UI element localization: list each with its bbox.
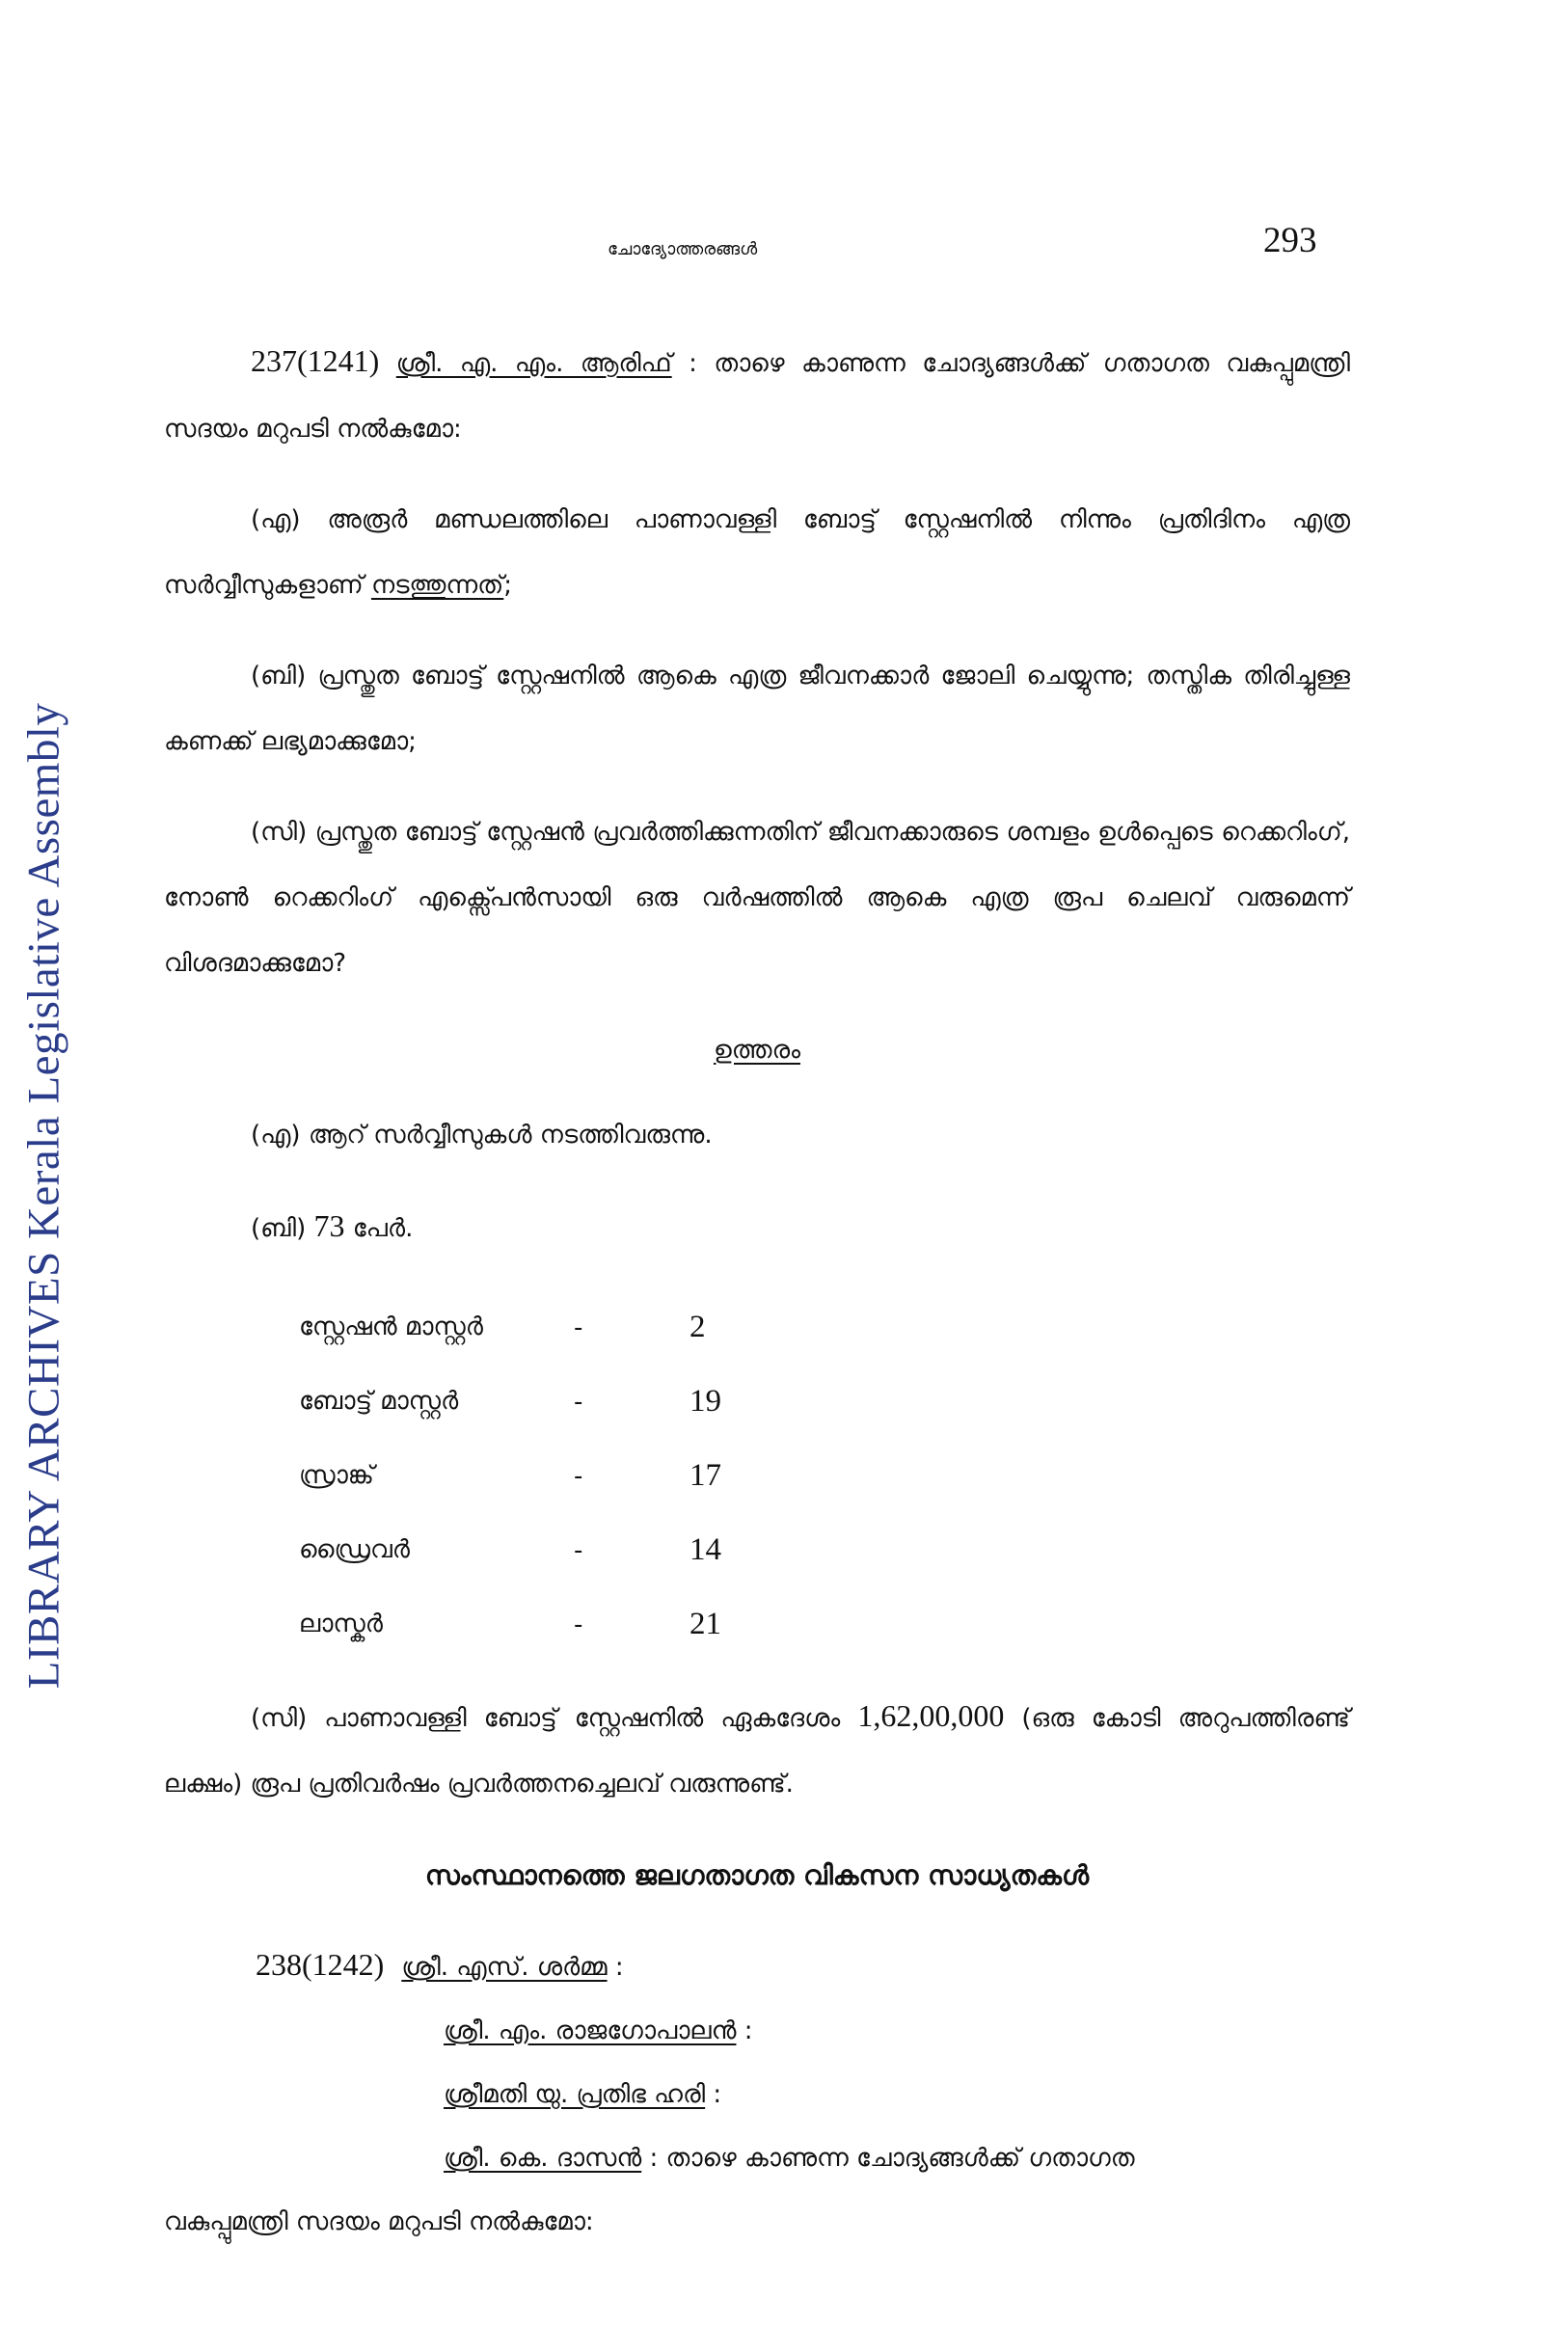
watermark-text: LIBRARY ARCHIVES Kerala Legislative Assembly [18, 702, 68, 1690]
member-name: ശ്രീ. എസ്. ശർമ്മ [401, 1953, 608, 1982]
staff-role: ഡ്രൈവർ [299, 1535, 410, 1564]
answer-b: (ബി) 73 പേർ. [251, 1208, 414, 1243]
page-number: 293 [1263, 221, 1317, 260]
answer-c: (സി) പാണാവള്ളി ബോട്ട് സ്റ്റേഷനിൽ ഏകദേശം 1,62,00,000 (ഒരു കോടി അറുപത്തിരണ്ട് ലക്ഷം) രൂപ പ്രതിവർഷം പ്രവർത്തനച്ചെലവ് വരുന്നുണ്ട്. [164, 1698, 1350, 1799]
member-name: ശ്രീ. എം. രാജഗോപാലൻ [444, 2016, 737, 2045]
staff-row: ബോട്ട് മാസ്റ്റർ - 19 [299, 1384, 721, 1419]
question-237-intro [164, 328, 1350, 462]
question-238-member: ശ്രീമതി യു. പ്രതിഭ ഹരി : [444, 2080, 722, 2109]
staff-role: സ്രാങ്ക് [299, 1461, 374, 1490]
staff-count: 19 [689, 1384, 721, 1419]
question-238-first-member: 238(1242) ശ്രീ. എസ്. ശർമ്മ : [256, 1947, 624, 1982]
question-238-member: ശ്രീ. എം. രാജഗോപാലൻ : [444, 2016, 753, 2045]
staff-row: സ്റ്റേഷൻ മാസ്റ്റർ - 2 [299, 1310, 706, 1344]
question-intro: : താഴെ കാണുന്ന ചോദ്യങ്ങൾക്ക് ഗതാഗത വകുപ്പുമന്ത്രി സദയം മറുപടി നൽകുമോ: [164, 349, 1351, 444]
running-title: ചോദ്യോത്തരങ്ങൾ [608, 239, 758, 259]
staff-role: ബോട്ട് മാസ്റ്റർ [299, 1387, 459, 1416]
member-name: ശ്രീ. കെ. ദാസൻ [444, 2144, 642, 2173]
library-watermark [0, 501, 87, 1890]
staff-row: സ്രാങ്ക് - 17 [299, 1458, 721, 1493]
question-238-intro-end: വകുപ്പുമന്ത്രി സദയം മറുപടി നൽകുമോ: [164, 2207, 594, 2236]
section-heading: സംസ്ഥാനത്തെ ജലഗതാഗത വികസന സാധ്യതകൾ [424, 1859, 1090, 1891]
staff-row: ലാസ്കർ - 21 [299, 1607, 721, 1641]
staff-role: ലാസ്കർ [299, 1610, 383, 1638]
answer-a: (എ) ആറ് സർവ്വീസുകൾ നടത്തിവരുന്നു. [251, 1121, 713, 1150]
answer-heading: ഉത്തരം [714, 1036, 800, 1065]
question-237-c: (സി) പ്രസ്തുത ബോട്ട് സ്റ്റേഷൻ പ്രവർത്തിക്കുന്നതിന് ജീവനക്കാരുടെ ശമ്പളം ഉൾപ്പെടെ റെക്കറിംഗ്, നോൺ റെക്കറിംഗ് എക്സ്പെൻസായി ഒരു വർഷത്തിൽ ആകെ എത്ര രൂപ ചെലവ് വരുമെന്ന് വിശദമാക്കുമോ? [164, 818, 1350, 978]
member-name: ശ്രീ. എ. എം. ആരിഫ് [395, 349, 672, 378]
page-header [0, 220, 1568, 278]
staff-count: 14 [689, 1532, 721, 1567]
question-number: 237(1241) [251, 343, 380, 378]
question-237-a: (എ) അരൂർ മണ്ഡലത്തിലെ പാണാവള്ളി ബോട്ട് സ്റ്റേഷനിൽ നിന്നും പ്രതിദിനം എത്ര സർവ്വീസുകളാണ് നടത്തുന്നത്; [164, 505, 1350, 600]
staff-table [299, 1290, 1350, 1662]
member-name: ശ്രീമതി യു. പ്രതിഭ ഹരി [444, 2080, 706, 2109]
staff-count: 17 [689, 1458, 721, 1493]
question-238-member: ശ്രീ. കെ. ദാസൻ : താഴെ കാണുന്ന ചോദ്യങ്ങൾക്ക് ഗതാഗത [444, 2144, 1135, 2173]
staff-row: ഡ്രൈവർ - 14 [299, 1532, 721, 1567]
staff-count: 21 [689, 1607, 721, 1641]
question-237-b: (ബി) പ്രസ്തുത ബോട്ട് സ്റ്റേഷനിൽ ആകെ എത്ര ജീവനക്കാർ ജോലി ചെയ്യുന്നു; തസ്തിക തിരിച്ചുള്ള കണക്ക് ലഭ്യമാക്കുമോ; [164, 662, 1350, 756]
question-number: 238(1242) [256, 1947, 385, 1982]
staff-role: സ്റ്റേഷൻ മാസ്റ്റർ [299, 1312, 483, 1341]
staff-count: 2 [689, 1310, 706, 1344]
document-body [164, 328, 1350, 2254]
